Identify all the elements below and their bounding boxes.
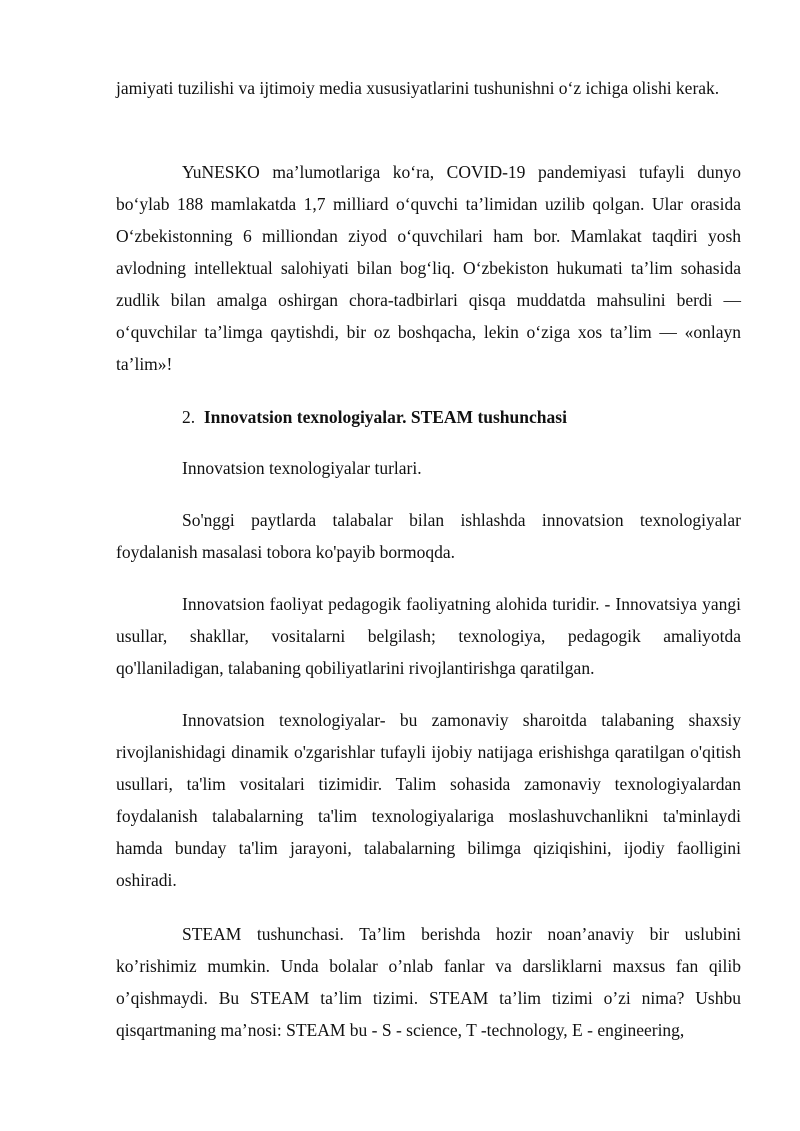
paragraph-innovation-technologies: Innovatsion texnologiyalar- bu zamonaviy sharoitda talabaning shaxsiy rivojlanishidagi dinamik o'zgarishlar tufayli ijobiy natijaga erishishga qaratilgan o'qitish usullari, ta'lim vositalari tizimidir. Talim sohasida zamonaviy texnologiyalardan foydalanish talabalarning ta'lim texnologiyalariga moslashuvchanlikni ta'minlaydi hamda bunday ta'lim jarayoni, talabalarning bilimga qiziqishini, ijodiy faolligini oshiradi.: [116, 710, 741, 890]
section-title: Innovatsion texnologiyalar. STEAM tushunchasi: [203, 407, 567, 427]
paragraph-unesco: YuNESKO ma’lumotlariga ko‘ra, COVID-19 pandemiyasi tufayli dunyo bo‘ylab 188 mamlakatda 1,7 milliard o‘quvchi ta’limidan uzilib qolgan. Ular orasida O‘zbekistonning 6 milliondan ziyod o‘quvchilari ham bor. Mamlakat taqdiri yosh avlodning intellektual salohiyati bilan bog‘liq. O‘zbekiston hukumati ta’lim sohasida zudlik bilan amalga oshirgan chora-tadbirlari qisqa muddatda mahsulini berdi — o‘quvchilar ta’limga qaytishdi, bir oz boshqacha, lekin o‘ziga xos ta’lim — «onlayn ta’lim»!: [116, 162, 741, 374]
paragraph-types: Innovatsion texnologiyalar turlari.: [182, 458, 422, 478]
paragraph-continuation: jamiyati tuzilishi va ijtimoiy media xususiyatlarini tushunishni o‘z ichiga olishi kerak.: [116, 78, 720, 98]
paragraph-recent: So'nggi paytlarda talabalar bilan ishlashda innovatsion texnologiyalar foydalanish masalasi tobora ko'payib bormoqda.: [116, 510, 741, 562]
section-number: 2.: [182, 407, 196, 427]
section-heading: [182, 401, 567, 433]
paragraph-steam: STEAM tushunchasi. Ta’lim berishda hozir noan’anaviy bir uslubini ko’rishimiz mumkin. Unda bolalar o’nlab fanlar va darsliklarni maxsus fan qilib o’qishmaydi. Bu STEAM ta’lim tizimi. STEAM ta’lim tizimi o’zi nima? Ushbu qisqartmaning ma’nosi: STEAM bu - S - science, T -technology, E - engineering,: [116, 924, 741, 1040]
paragraph-innovation-activity: Innovatsion faoliyat pedagogik faoliyatning alohida turidir. - Innovatsiya yangi usullar, shakllar, vositalarni belgilash; texnologiya, pedagogik amaliyotda qo'llaniladigan, talabaning qobiliyatlarini rivojlantirishga qaratilgan.: [116, 594, 741, 678]
